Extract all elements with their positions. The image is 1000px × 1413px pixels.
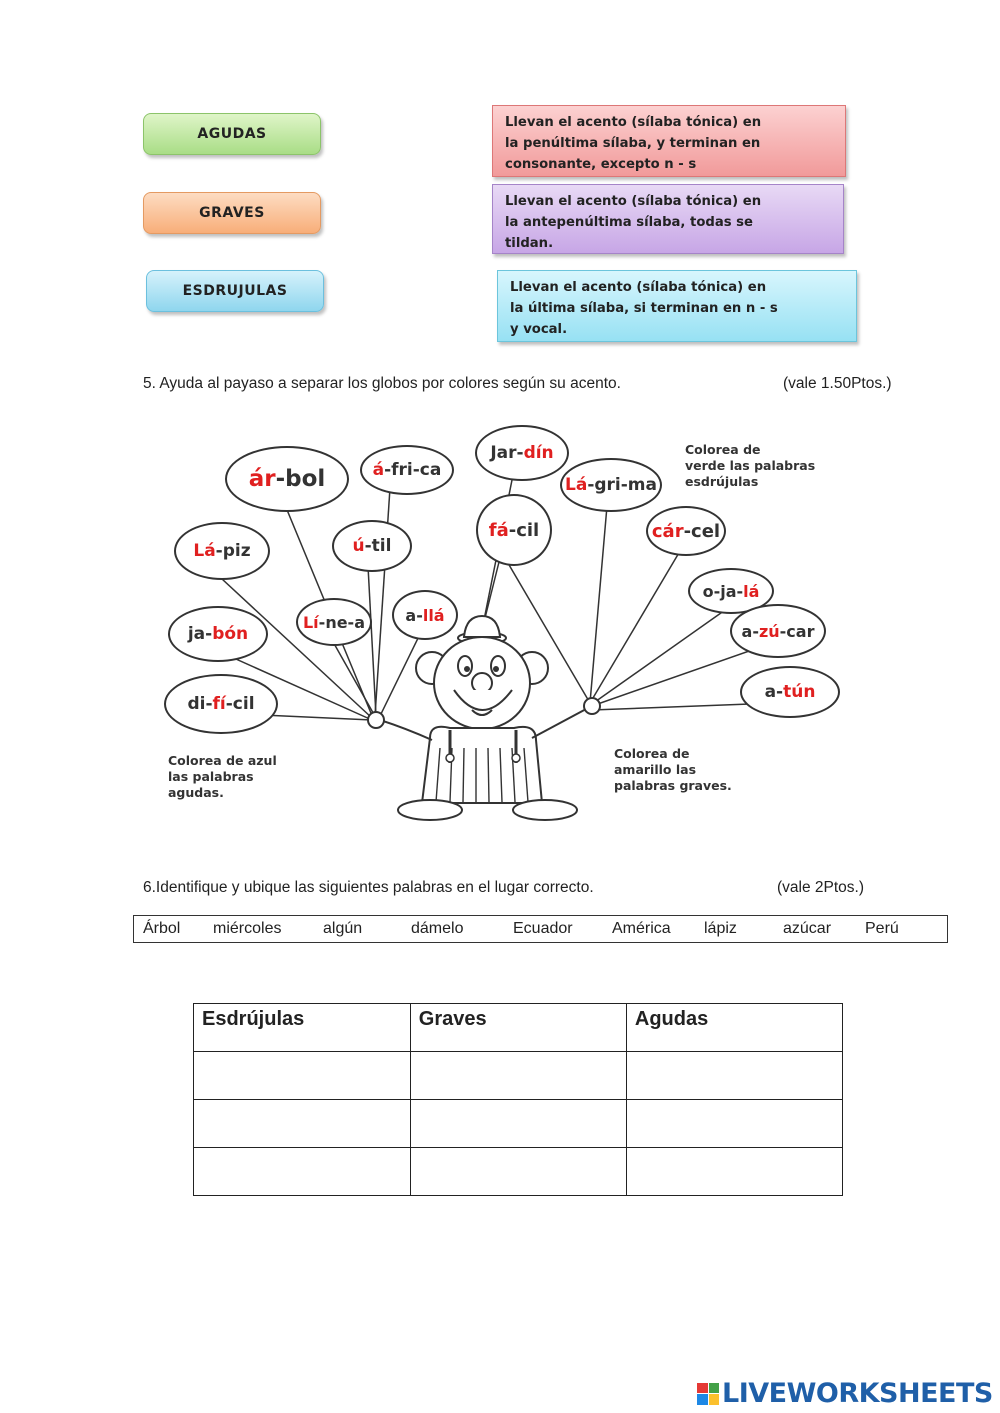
definition-line: tildan. — [505, 236, 554, 251]
balloon-facil[interactable] — [476, 494, 552, 566]
balloon-africa[interactable] — [360, 445, 454, 495]
balloon-syllable: cár — [651, 520, 684, 542]
word-algun[interactable]: algún — [323, 920, 363, 937]
balloon-syllable: -bol — [275, 466, 326, 492]
balloon-syllable: fí — [212, 694, 226, 714]
question-5-points: (vale 1.50Ptos.) — [783, 375, 892, 392]
liveworksheets-logo — [697, 1378, 993, 1409]
word-arbol[interactable]: Árbol — [143, 920, 181, 937]
table-row — [194, 1052, 843, 1100]
word-lapiz[interactable]: lápiz — [704, 920, 737, 937]
instruction-yellow: Colorea de amarillo las palabras graves. — [614, 746, 732, 793]
balloon-syllable: ú — [352, 536, 365, 556]
balloon-syllable: tún — [783, 682, 816, 702]
balloon-azucar[interactable] — [730, 604, 826, 658]
definition-line: la penúltima sílaba, y terminan en — [505, 136, 761, 151]
balloon-syllable: -ne-a — [318, 612, 365, 632]
balloon-linea[interactable] — [296, 598, 372, 646]
definition-line: consonante, excepto n - s — [505, 157, 697, 172]
balloon-lapiz[interactable] — [174, 522, 270, 580]
definition-box-1[interactable] — [492, 105, 846, 177]
balloon-syllable: a- — [741, 621, 759, 641]
drop-cell-graves[interactable] — [410, 1148, 626, 1196]
word-peru[interactable]: Perú — [865, 920, 899, 937]
balloon-syllable: ja- — [187, 624, 213, 644]
balloon-syllable: di- — [187, 694, 213, 714]
balloon-syllable: dín — [523, 443, 554, 463]
word-america[interactable]: América — [612, 920, 671, 937]
label-esdrujulas[interactable]: ESDRUJULAS — [146, 270, 324, 312]
balloon-syllable: Lá — [565, 475, 588, 495]
word-ecuador[interactable]: Ecuador — [513, 920, 573, 937]
header-graves: Graves — [410, 1004, 626, 1052]
logo-mark-icon — [697, 1383, 719, 1405]
definition-line: y vocal. — [510, 322, 568, 337]
balloon-jardin[interactable] — [475, 425, 569, 481]
balloon-syllable: bón — [212, 624, 249, 644]
instruction-blue: Colorea de azul las palabras agudas. — [168, 753, 277, 800]
word-bank — [133, 915, 948, 943]
balloon-atun[interactable] — [740, 666, 840, 718]
balloon-syllable: -cil — [508, 519, 540, 541]
word-miercoles[interactable]: miércoles — [213, 920, 282, 937]
header-agudas: Agudas — [626, 1004, 842, 1052]
table-row — [194, 1100, 843, 1148]
classification-table — [193, 1003, 843, 1196]
header-esdrujulas: Esdrújulas — [194, 1004, 411, 1052]
balloon-syllable: Lá — [193, 541, 216, 561]
definition-box-2[interactable] — [492, 184, 844, 254]
balloon-syllable: o-ja- — [702, 581, 744, 601]
definition-line: Llevan el acento (sílaba tónica) en — [510, 280, 767, 295]
balloon-arbol[interactable] — [225, 446, 349, 512]
drop-cell-graves[interactable] — [410, 1052, 626, 1100]
clown-balloons-figure — [160, 418, 860, 828]
table-row — [194, 1148, 843, 1196]
question-6-text: 6.Identifique y ubique las siguientes palabras en el lugar correcto. — [143, 879, 594, 896]
balloon-syllable: llá — [422, 605, 445, 625]
definition-line: Llevan el acento (sílaba tónica) en — [505, 115, 762, 130]
drop-cell-agudas[interactable] — [626, 1100, 842, 1148]
balloon-syllable: ár — [248, 466, 276, 492]
balloon-dificil[interactable] — [164, 674, 278, 734]
drop-cell-agudas[interactable] — [626, 1052, 842, 1100]
balloon-syllable: -piz — [215, 541, 251, 561]
instruction-green: Colorea de verde las palabras esdrújulas — [685, 442, 816, 489]
word-damelo[interactable]: dámelo — [411, 920, 464, 937]
label-agudas[interactable]: AGUDAS — [143, 113, 321, 155]
definition-box-3[interactable] — [497, 270, 857, 342]
drop-cell-esdrujulas[interactable] — [194, 1100, 411, 1148]
definition-line: la última sílaba, si terminan en n - s — [510, 301, 778, 316]
balloon-lagrima[interactable] — [560, 458, 662, 512]
balloon-syllable: Lí — [302, 612, 319, 632]
table-header-row — [194, 1004, 843, 1052]
definition-line: Llevan el acento (sílaba tónica) en — [505, 194, 762, 209]
balloon-syllable: á — [372, 460, 385, 480]
balloon-syllable: -til — [364, 536, 392, 556]
balloon-util[interactable] — [332, 520, 412, 572]
balloon-syllable: -cil — [225, 694, 255, 714]
balloon-syllable: -car — [779, 621, 815, 641]
balloon-syllable: -fri-ca — [384, 460, 442, 480]
label-graves[interactable]: GRAVES — [143, 192, 321, 234]
balloon-syllable: a- — [405, 605, 423, 625]
balloon-syllable: zú — [758, 621, 780, 641]
balloon-alla[interactable] — [392, 590, 458, 640]
word-azucar[interactable]: azúcar — [783, 920, 832, 937]
balloon-syllable: lá — [743, 581, 760, 601]
drop-cell-esdrujulas[interactable] — [194, 1148, 411, 1196]
balloon-jabon[interactable] — [168, 606, 268, 662]
balloon-syllable: a- — [764, 682, 784, 702]
drop-cell-graves[interactable] — [410, 1100, 626, 1148]
question-5-text: 5. Ayuda al payaso a separar los globos por colores según su acento. — [143, 375, 621, 392]
drop-cell-esdrujulas[interactable] — [194, 1052, 411, 1100]
balloon-syllable: fá — [488, 519, 509, 541]
balloon-carcel[interactable] — [646, 506, 726, 556]
question-6-points: (vale 2Ptos.) — [777, 879, 865, 896]
logo-text: LIVEWORKSHEETS — [722, 1378, 993, 1409]
definition-line: la antepenúltima sílaba, todas se — [505, 215, 753, 230]
drop-cell-agudas[interactable] — [626, 1148, 842, 1196]
balloon-syllable: -gri-ma — [587, 475, 657, 495]
balloon-syllable: -cel — [683, 520, 721, 542]
balloon-syllable: Jar- — [490, 443, 524, 463]
